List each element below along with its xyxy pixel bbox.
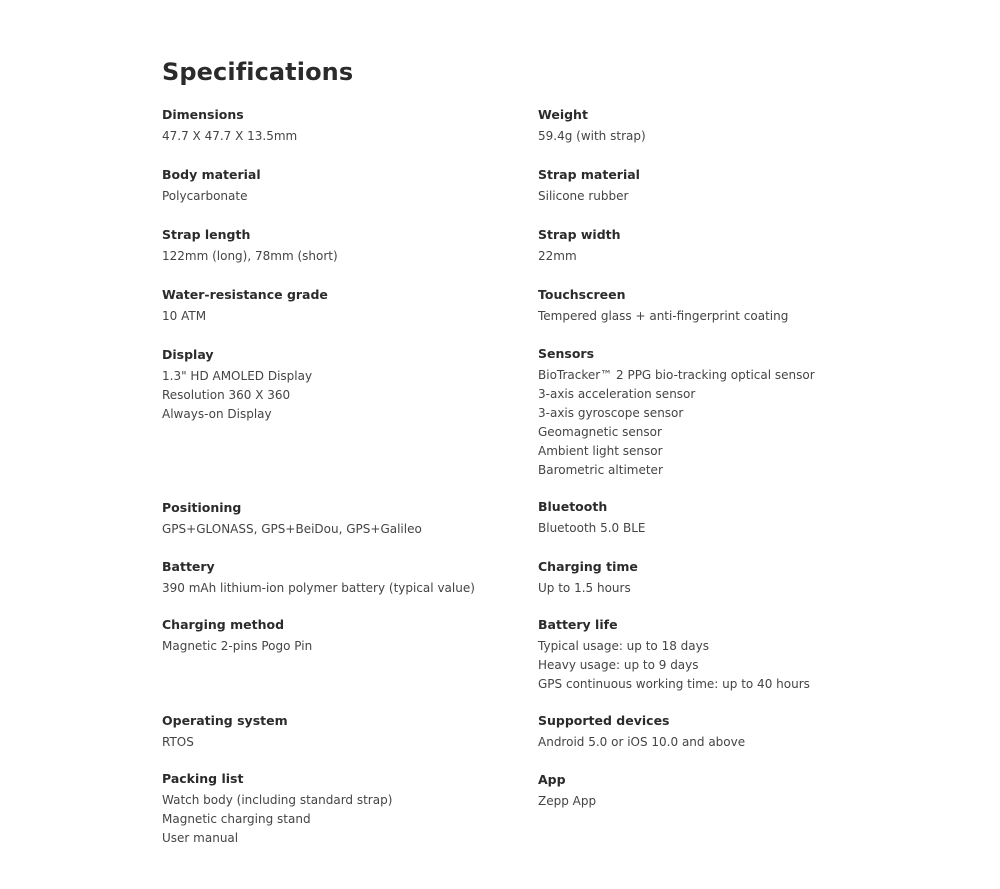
spec-value-line: 3-axis acceleration sensor: [538, 387, 696, 401]
spec-label: Display: [162, 347, 214, 362]
spec-label: Strap width: [538, 227, 621, 242]
spec-label: Touchscreen: [538, 287, 626, 302]
spec-value-line: 390 mAh lithium-ion polymer battery (typical value): [162, 581, 475, 595]
spec-label: Packing list: [162, 771, 244, 786]
spec-label: App: [538, 772, 566, 787]
spec-value-line: Zepp App: [538, 794, 597, 808]
spec-water-resistance: [162, 286, 562, 326]
spec-strap-material: [538, 166, 938, 206]
spec-value: [162, 520, 562, 539]
spec-label: Positioning: [162, 500, 242, 515]
spec-value-line: Always-on Display: [162, 407, 272, 421]
spec-label: Charging method: [162, 617, 285, 632]
spec-value-line: Magnetic charging stand: [162, 812, 311, 826]
spec-value: [538, 579, 938, 598]
spec-value: [162, 127, 562, 146]
spec-body-material: [162, 166, 562, 206]
spec-value-line: Bluetooth 5.0 BLE: [538, 521, 646, 535]
spec-label: Sensors: [538, 346, 595, 361]
spec-positioning: [162, 499, 562, 539]
spec-value-line: Resolution 360 X 360: [162, 388, 291, 402]
spec-bluetooth: [538, 498, 938, 538]
spec-label: Dimensions: [162, 107, 244, 122]
spec-value: [162, 187, 562, 206]
spec-value-line: User manual: [162, 831, 239, 845]
page-title: Specifications: [162, 58, 354, 86]
spec-value: [162, 367, 562, 424]
spec-value-line: Watch body (including standard strap): [162, 793, 393, 807]
spec-value: [162, 733, 562, 752]
spec-label: Operating system: [162, 713, 288, 728]
spec-value-line: 122mm (long), 78mm (short): [162, 249, 338, 263]
spec-battery-life: [538, 616, 938, 694]
spec-battery: [162, 558, 562, 598]
spec-value-line: BioTracker™ 2 PPG bio-tracking optical sensor: [538, 368, 815, 382]
spec-value-line: Ambient light sensor: [538, 444, 663, 458]
spec-value-line: Up to 1.5 hours: [538, 581, 631, 595]
spec-label: Charging time: [538, 559, 638, 574]
spec-value-line: RTOS: [162, 735, 194, 749]
spec-value: [538, 127, 938, 146]
spec-strap-length: [162, 226, 562, 266]
spec-value: [538, 637, 938, 694]
spec-dimensions: [162, 106, 562, 146]
spec-label: Body material: [162, 167, 261, 182]
spec-value-line: Polycarbonate: [162, 189, 248, 203]
spec-value: [162, 579, 562, 598]
spec-value: [162, 307, 562, 326]
spec-touchscreen: [538, 286, 938, 326]
spec-value: [162, 637, 562, 656]
spec-value-line: 22mm: [538, 249, 577, 263]
spec-charging-time: [538, 558, 938, 598]
spec-operating-system: [162, 712, 562, 752]
spec-value: [538, 792, 938, 811]
spec-label: Battery: [162, 559, 215, 574]
spec-value-line: 10 ATM: [162, 309, 207, 323]
spec-charging-method: [162, 616, 562, 656]
spec-value-line: Heavy usage: up to 9 days: [538, 658, 699, 672]
spec-value-line: Tempered glass + anti-fingerprint coating: [538, 309, 789, 323]
spec-value-line: Android 5.0 or iOS 10.0 and above: [538, 735, 746, 749]
spec-label: Water-resistance grade: [162, 287, 328, 302]
spec-value: [538, 519, 938, 538]
spec-label: Battery life: [538, 617, 618, 632]
spec-value-line: Magnetic 2-pins Pogo Pin: [162, 639, 313, 653]
spec-sensors: [538, 345, 938, 480]
spec-strap-width: [538, 226, 938, 266]
spec-display: [162, 346, 562, 424]
spec-value-line: 1.3" HD AMOLED Display: [162, 369, 313, 383]
spec-value: [538, 733, 938, 752]
spec-value-line: Barometric altimeter: [538, 463, 663, 477]
spec-value-line: GPS continuous working time: up to 40 hours: [538, 677, 810, 691]
spec-value-line: 59.4g (with strap): [538, 129, 646, 143]
spec-weight: [538, 106, 938, 146]
spec-label: Weight: [538, 107, 588, 122]
spec-value: [538, 366, 938, 480]
spec-supported-devices: [538, 712, 938, 752]
spec-value-line: 47.7 X 47.7 X 13.5mm: [162, 129, 298, 143]
spec-label: Strap length: [162, 227, 251, 242]
spec-value: [538, 187, 938, 206]
spec-packing-list: [162, 770, 562, 848]
spec-value: [162, 247, 562, 266]
spec-value-line: Silicone rubber: [538, 189, 629, 203]
spec-label: Strap material: [538, 167, 640, 182]
spec-value-line: Geomagnetic sensor: [538, 425, 662, 439]
spec-value: [538, 247, 938, 266]
spec-value-line: Typical usage: up to 18 days: [538, 639, 709, 653]
spec-app: [538, 771, 938, 811]
spec-value: [538, 307, 938, 326]
spec-label: Supported devices: [538, 713, 670, 728]
spec-value: [162, 791, 562, 848]
spec-label: Bluetooth: [538, 499, 608, 514]
spec-value-line: 3-axis gyroscope sensor: [538, 406, 684, 420]
spec-value-line: GPS+GLONASS, GPS+BeiDou, GPS+Galileo: [162, 522, 422, 536]
